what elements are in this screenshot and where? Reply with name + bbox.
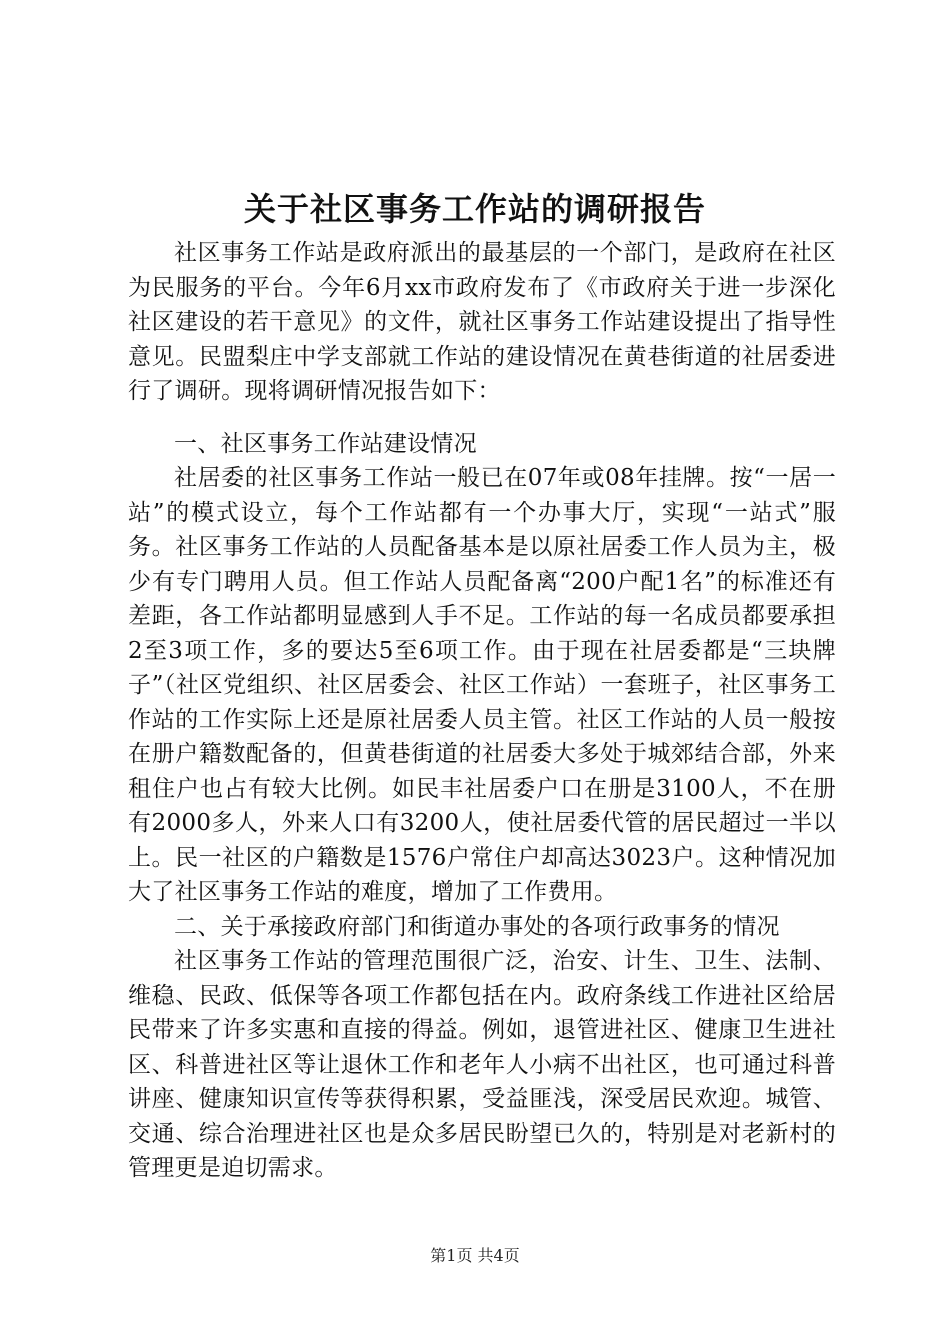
page-footer: 第1页 共4页 — [430, 1246, 520, 1265]
section-heading-1: 一、社区事务工作站建设情况 — [174, 430, 477, 457]
section-2-paragraph: 社区事务工作站的管理范围很广泛，治安、计生、卫生、法制、维稳、民政、低保等各项工作都包括在内。政府条线工作进社区给居民带来了许多实惠和直接的得益。例如，退管进社区、健康卫生进社区、科普进社区等让退休工作和老年人小病不出社区，也可通过科普讲座、健康知识宣传等获得积累，受益匪浅，深受居民欢迎。城管、交通、综合治理进社区也是众多居民盼望已久的，特别是对老新村的管理更是迫切需求。 — [128, 948, 836, 1181]
document-title: 关于社区事务工作站的调研报告 — [243, 190, 706, 228]
section-heading-2: 二、关于承接政府部门和街道办事处的各项行政事务的情况 — [174, 913, 780, 940]
intro-paragraph: 社区事务工作站是政府派出的最基层的一个部门，是政府在社区为民服务的平台。今年6月xx市政府发布了《市政府关于进一步深化社区建设的若干意见》的文件，就社区事务工作站建设提出了指导性意见。民盟梨庄中学支部就工作站的建设情况在黄巷街道的社居委进行了调研。现将调研情况报告如下： — [128, 240, 836, 404]
document-body — [128, 236, 836, 1186]
section-1-paragraph: 社居委的社区事务工作站一般已在07年或08年挂牌。按“一居一站”的模式设立，每个工作站都有一个办事大厅，实现“一站式”服务。社区事务工作站的人员配备基本是以原社居委工作人员为主，极少有专门聘用人员。但工作站人员配备离“200户配1名”的标准还有差距，各工作站都明显感到人手不足。工作站的每一名成员都要承担2至3项工作，多的要达5至6项工作。由于现在社居委都是“三块牌子”（社区党组织、社区居委会、社区工作站）一套班子，社区事务工作站的工作实际上还是原社居委人员主管。社区工作站的人员一般按在册户籍数配备的，但黄巷街道的社居委大多处于城郊结合部，外来租住户也占有较大比例。如民丰社居委户口在册是3100人，不在册有2000多人，外来人口有3200人，使社居委代管的居民超过一半以上。民一社区的户籍数是1576户常住户却高达3023户。这种情况加大了社区事务工作站的难度，增加了工作费用。 — [128, 465, 836, 905]
